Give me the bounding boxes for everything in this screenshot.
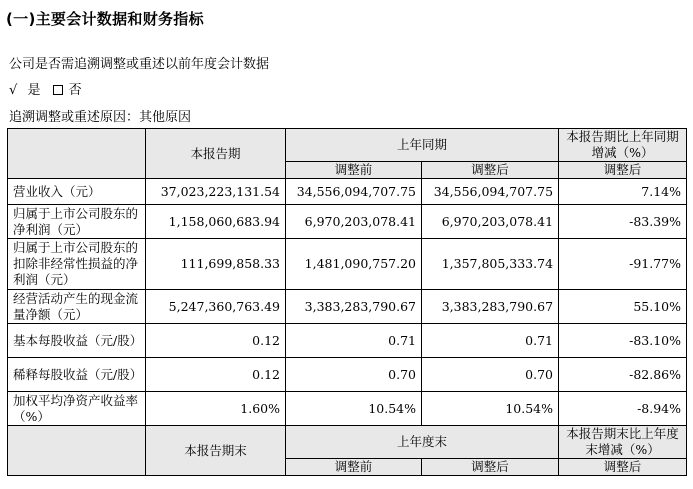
cell-current: 0.12 bbox=[146, 324, 286, 358]
header2-change: 本报告期末比上年度末增减（%） bbox=[559, 426, 687, 459]
financial-indicators-table bbox=[7, 128, 687, 476]
header2-before-adjust: 调整前 bbox=[286, 459, 422, 476]
header-prior-period: 上年同期 bbox=[286, 129, 559, 162]
row-label: 基本每股收益（元/股） bbox=[8, 324, 146, 358]
cell-before: 0.71 bbox=[286, 324, 422, 358]
cell-after: 0.71 bbox=[422, 324, 559, 358]
table-row bbox=[8, 239, 687, 290]
row-label: 稀释每股收益（元/股） bbox=[8, 358, 146, 392]
cell-current: 5,247,360,763.49 bbox=[146, 290, 286, 324]
table-header-row bbox=[8, 129, 687, 162]
cell-after: 1,357,805,333.74 bbox=[422, 239, 559, 290]
table-row bbox=[8, 290, 687, 324]
cell-change: 55.10% bbox=[559, 290, 687, 324]
cell-after: 0.70 bbox=[422, 358, 559, 392]
cell-current: 111,699,858.33 bbox=[146, 239, 286, 290]
cell-after: 34,556,094,707.75 bbox=[422, 179, 559, 205]
header2-after-adjust: 调整后 bbox=[422, 459, 559, 476]
row-label: 营业收入（元） bbox=[8, 179, 146, 205]
table-row bbox=[8, 324, 687, 358]
header-blank bbox=[8, 129, 146, 179]
cell-after: 10.54% bbox=[422, 392, 559, 426]
cell-change: -91.77% bbox=[559, 239, 687, 290]
header-before-adjust: 调整前 bbox=[286, 162, 422, 179]
header-change: 本报告期比上年同期增减（%） bbox=[559, 129, 687, 162]
check-mark-icon: √ bbox=[9, 83, 18, 98]
header2-prior-year-end: 上年度末 bbox=[286, 426, 559, 459]
cell-before: 1,481,090,757.20 bbox=[286, 239, 422, 290]
row-label: 归属于上市公司股东的扣除非经常性损益的净利润（元） bbox=[8, 239, 146, 290]
header2-change-after: 调整后 bbox=[559, 459, 687, 476]
empty-checkbox-icon bbox=[53, 85, 63, 95]
cell-before: 3,383,283,790.67 bbox=[286, 290, 422, 324]
restatement-answer bbox=[9, 79, 82, 98]
row-label: 加权平均净资产收益率（%） bbox=[8, 392, 146, 426]
cell-before: 6,970,203,078.41 bbox=[286, 205, 422, 239]
cell-after: 6,970,203,078.41 bbox=[422, 205, 559, 239]
header-change-after: 调整后 bbox=[559, 162, 687, 179]
cell-after: 3,383,283,790.67 bbox=[422, 290, 559, 324]
table-row bbox=[8, 205, 687, 239]
cell-before: 0.70 bbox=[286, 358, 422, 392]
table-row bbox=[8, 392, 687, 426]
table-row bbox=[8, 179, 687, 205]
cell-current: 0.12 bbox=[146, 358, 286, 392]
cell-change: -8.94% bbox=[559, 392, 687, 426]
table-header-row-2 bbox=[8, 426, 687, 459]
header2-blank bbox=[8, 426, 146, 476]
table-row bbox=[8, 358, 687, 392]
cell-change: 7.14% bbox=[559, 179, 687, 205]
restatement-question: 公司是否需追溯调整或重述以前年度会计数据 bbox=[9, 57, 270, 72]
header-current-period: 本报告期 bbox=[146, 129, 286, 179]
cell-before: 10.54% bbox=[286, 392, 422, 426]
section-title: (一)主要会计数据和财务指标 bbox=[6, 10, 204, 28]
restatement-reason: 追溯调整或重述原因：其他原因 bbox=[9, 110, 192, 125]
cell-current: 1,158,060,683.94 bbox=[146, 205, 286, 239]
header2-current-period-end: 本报告期末 bbox=[146, 426, 286, 476]
cell-current: 1.60% bbox=[146, 392, 286, 426]
row-label: 归属于上市公司股东的净利润（元） bbox=[8, 205, 146, 239]
cell-before: 34,556,094,707.75 bbox=[286, 179, 422, 205]
cell-current: 37,023,223,131.54 bbox=[146, 179, 286, 205]
header-after-adjust: 调整后 bbox=[422, 162, 559, 179]
cell-change: -82.86% bbox=[559, 358, 687, 392]
answer-no-label: 否 bbox=[68, 83, 82, 98]
cell-change: -83.10% bbox=[559, 324, 687, 358]
row-label: 经营活动产生的现金流量净额（元） bbox=[8, 290, 146, 324]
cell-change: -83.39% bbox=[559, 205, 687, 239]
answer-yes-label: 是 bbox=[27, 83, 41, 98]
